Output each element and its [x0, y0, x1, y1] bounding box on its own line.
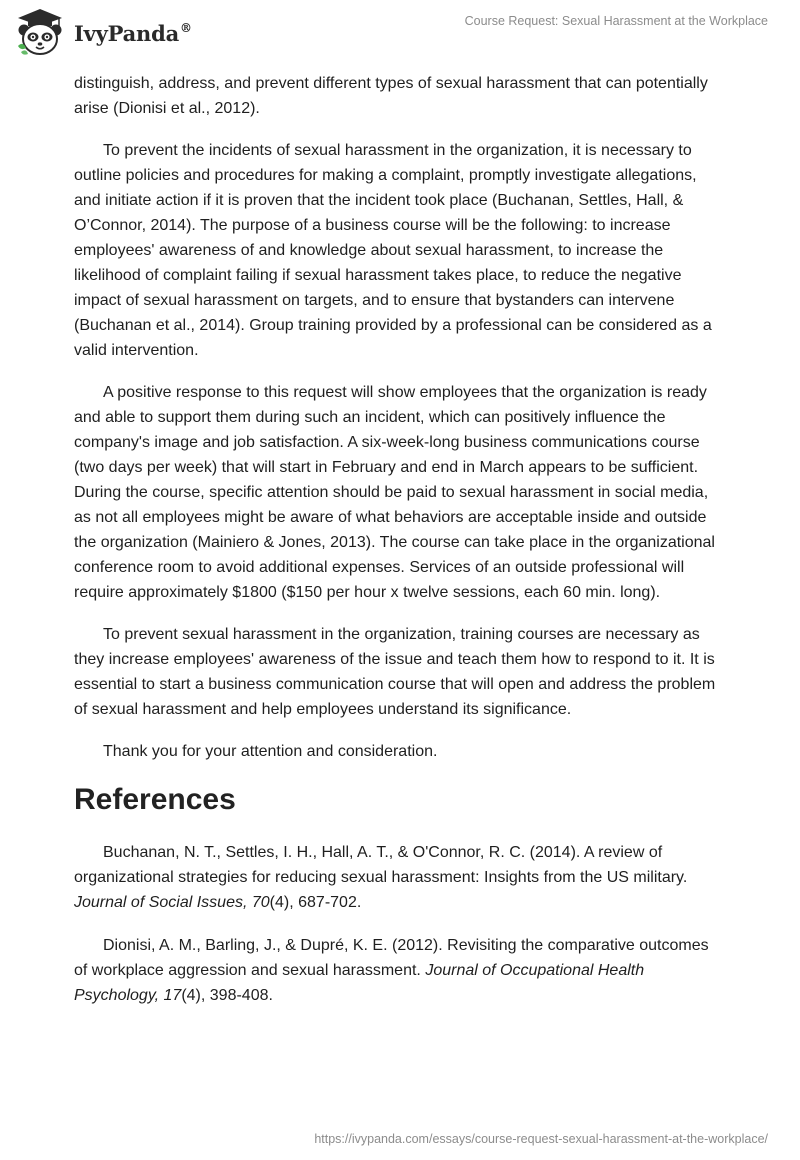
- body-paragraph-1: distinguish, address, and prevent different types of sexual harassment that can potentially arise (Dionisi et al., 2012).: [74, 75, 708, 117]
- reference-journal: Journal of Social Issues, 70: [74, 894, 270, 911]
- registered-mark: ®: [180, 20, 192, 35]
- body-paragraph-3: A positive response to this request will show employees that the organization is ready and able to support them during such an incident, which can positively influence the company's image and job satisfaction. A six-week-long business communications course (two days per week) that will start in February and end in March appears to be sufficient. During the course, specific attention should be paid to sexual harassment in social media, as not all employees might be aware of what behaviors are acceptable inside and outside the organization (Mainiero & Jones, 2013). The course can take place in the organizational conference room to avoid additional expenses. Services of an outside professional will require approximately $1800 ($150 per hour x twelve sessions, each 60 min. long).: [74, 384, 715, 601]
- reference-pages: (4), 687-702.: [269, 894, 362, 911]
- body-paragraph-5: Thank you for your attention and consideration.: [103, 743, 438, 760]
- reference-pages: (4), 398-408.: [181, 987, 273, 1004]
- reference-text: Buchanan, N. T., Settles, I. H., Hall, A. T., & O'Connor, R. C. (2014). A review of organizational strategies for reducing sexual harassment: Insights from the US military.: [74, 844, 688, 886]
- reference-journal: Journal of Occupational Health Psychology, 17: [74, 962, 645, 1004]
- body-paragraph-4: To prevent sexual harassment in the organization, training courses are necessary as they increase employees' awareness of the issue and teach them how to respond to it. It is essential to start a business communication course that will open and address the problem of sexual harassment and help employees understand its significance.: [74, 626, 716, 718]
- brand-name: IvyPanda®: [74, 20, 192, 46]
- source-url[interactable]: https://ivypanda.com/essays/course-request-sexual-harassment-at-the-workplace/: [314, 1132, 768, 1146]
- reference-item-1: [74, 840, 724, 915]
- body-paragraph-2: To prevent the incidents of sexual harassment in the organization, it is necessary to outline policies and procedures for making a complaint, promptly investigate allegations, and initiate action if it is proven that the incident took place (Buchanan, Settles, Hall, & O’Connor, 2014). The purpose of a business course will be the following: to increase employees' awareness of and knowledge about sexual harassment, to increase the likelihood of complaint failing if sexual harassment takes place, to reduce the negative impact of sexual harassment on targets, and to ensure that bystanders can intervene (Buchanan et al., 2014). Group training provided by a professional can be considered as a valid intervention.: [74, 142, 712, 359]
- references-heading: References: [74, 783, 236, 816]
- reference-item-2: [74, 933, 724, 1008]
- brand-logo[interactable]: [14, 6, 192, 58]
- document-title: Course Request: Sexual Harassment at the Workplace: [464, 14, 768, 28]
- page-header: [0, 0, 800, 64]
- panda-logo-icon: [14, 6, 66, 58]
- document-body: [74, 71, 724, 1026]
- reference-text: Dionisi, A. M., Barling, J., & Dupré, K. E. (2012). Revisiting the comparative outcomes of workplace aggression and sexual harassment.: [74, 937, 709, 979]
